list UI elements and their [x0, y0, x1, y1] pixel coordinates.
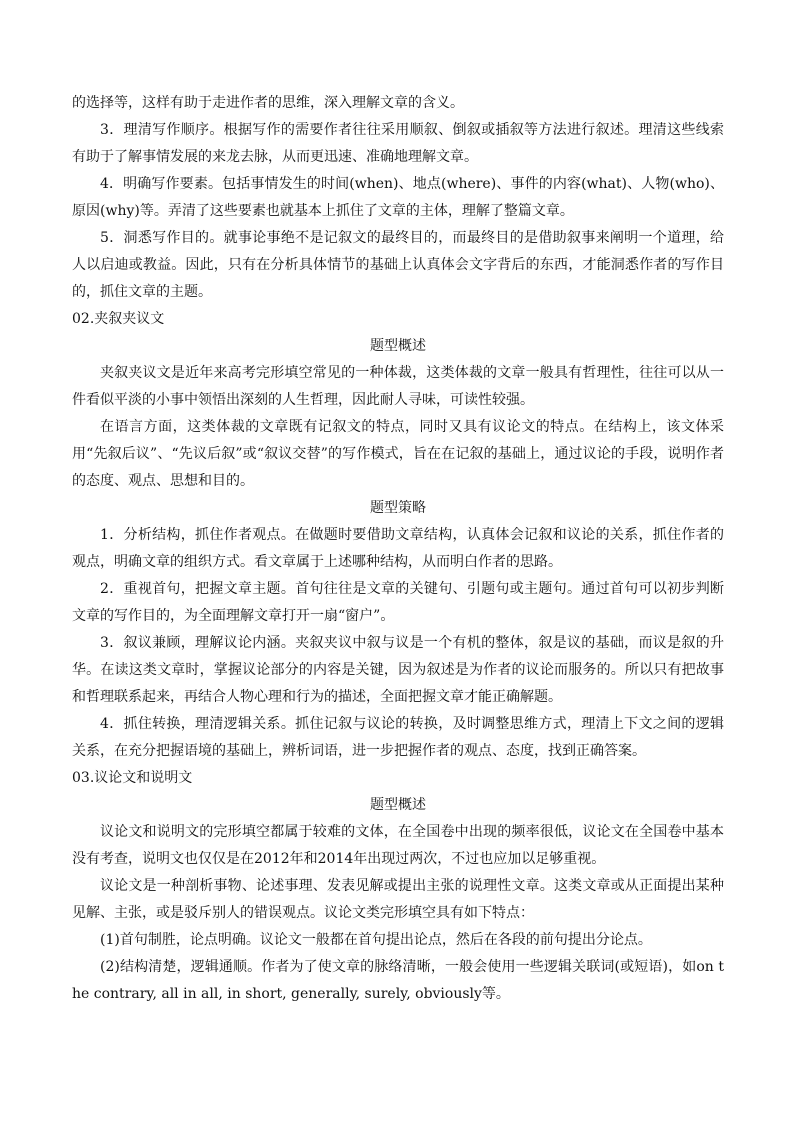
section-heading-argumentative-expository: 03.议论文和说明文: [72, 770, 193, 786]
strategy-item: 1．分析结构，抓住作者观点。在做题时要借助文章结构，认真体会记叙和议论的关系，抓住作者的观点，明确文章的组织方式。看文章属于上述哪种结构，从而明白作者的思路。: [72, 527, 724, 570]
strategy-item: 2．重视首句，把握文章主题。首句往往是文章的关键句、引题句或主题句。通过首句可以初步判断文章的写作目的，为全面理解文章打开一扇“窗户”。: [72, 581, 724, 624]
writing-purpose-item: 5．洞悉写作目的。就事论事绝不是记叙文的最终目的，而最终目的是借助叙事来阐明一个道理，给人以启迪或教益。因此，只有在分析具体情节的基础上认真体会文字背后的东西，才能洞悉作者的写作目的，抓住文章的主题。: [72, 230, 724, 300]
section-heading-narrative-argumentative: 02.夹叙夹议文: [72, 311, 165, 327]
overview-paragraph: 夹叙夹议文是近年来高考完形填空常见的一种体裁，这类体裁的文章一般具有哲理性，往往可以从一件看似平淡的小事中领悟出深刻的人生哲理，因此耐人寻味，可读性较强。: [72, 365, 724, 408]
feature-item: (2)结构清楚，逻辑通顺。作者为了使文章的脉络清晰，一般会使用一些逻辑关联词(或短语)，如on the contrary, all in all, in short, generally, surely, obviously等。: [72, 959, 724, 1002]
document-page: [72, 90, 724, 1008]
overview-title: 题型概述: [370, 338, 426, 354]
strategy-item: 3．叙议兼顾，理解议论内涵。夹叙夹议中叙与议是一个有机的整体，叙是议的基础，而议是叙的升华。在读这类文章时，掌握议论部分的内容是关键，因为叙述是为作者的议论而服务的。所以只有把故事和哲理联系起来，再结合人物心理和行为的描述，全面把握文章才能正确解题。: [72, 635, 724, 705]
overview-paragraph: 议论文和说明文的完形填空都属于较难的文体，在全国卷中出现的频率很低，议论文在全国卷中基本没有考查，说明文也仅仅是在2012年和2014年出现过两次，不过也应加以足够重视。: [72, 824, 724, 867]
overview-paragraph: 议论文是一种剖析事物、论述事理、发表见解或提出主张的说理性文章。这类文章或从正面提出某种见解、主张，或是驳斥别人的错误观点。议论文类完形填空具有如下特点：: [72, 878, 724, 921]
continuation-paragraph: 的选择等，这样有助于走进作者的思维，深入理解文章的含义。: [72, 95, 464, 111]
overview-title: 题型概述: [370, 797, 426, 813]
feature-item: (1)首句制胜，论点明确。议论文一般都在首句提出论点，然后在各段的前句提出分论点。: [100, 932, 652, 948]
writing-elements-item: 4．明确写作要素。包括事情发生的时间(when)、地点(where)、事件的内容(what)、人物(who)、原因(why)等。弄清了这些要素也就基本上抓住了文章的主体，理解了整篇文章。: [72, 176, 724, 219]
overview-paragraph: 在语言方面，这类体裁的文章既有记叙文的特点，同时又具有议论文的特点。在结构上，该文体采用“先叙后议”、“先议后叙”或“叙议交替”的写作模式，旨在在记叙的基础上，通过议论的手段，说明作者的态度、观点、思想和目的。: [72, 419, 724, 489]
writing-order-item: 3．理清写作顺序。根据写作的需要作者往往采用顺叙、倒叙或插叙等方法进行叙述。理清这些线索有助于了解事情发展的来龙去脉，从而更迅速、准确地理解文章。: [72, 122, 724, 165]
strategy-title: 题型策略: [370, 500, 426, 516]
strategy-item: 4．抓住转换，理清逻辑关系。抓住记叙与议论的转换，及时调整思维方式，理清上下文之间的逻辑关系，在充分把握语境的基础上，辨析词语，进一步把握作者的观点、态度，找到正确答案。: [72, 716, 724, 759]
